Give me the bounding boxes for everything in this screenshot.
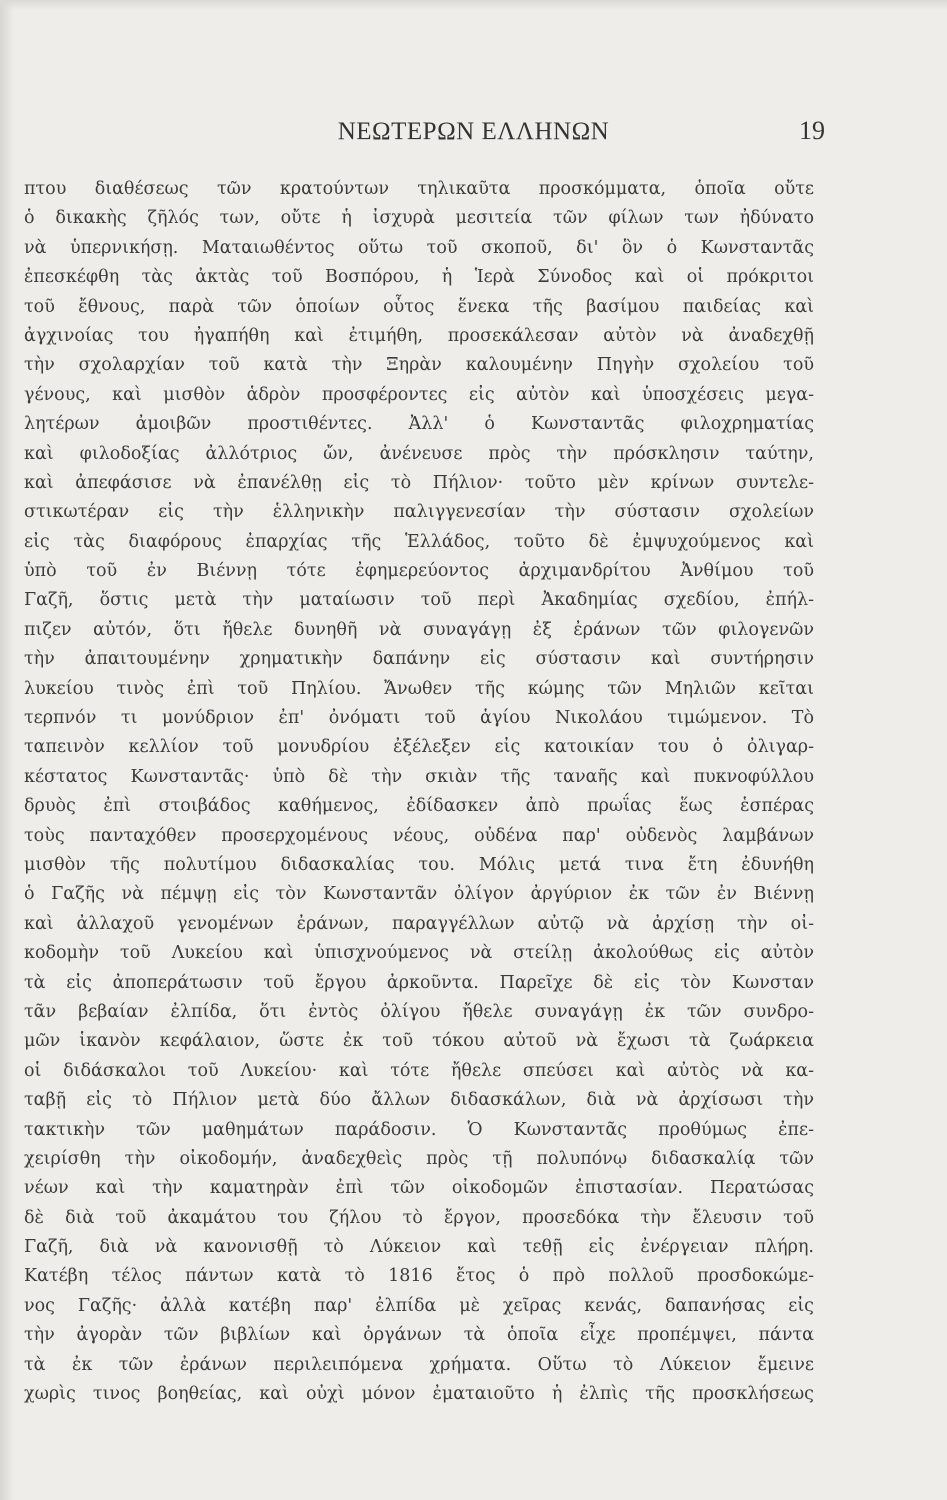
text-line: λυκείου τινὸς ἐπὶ τοῦ Πηλίου. Ἄνωθεν τῆς κώμης τῶν Μηλιῶν κεῖται: [24, 678, 814, 699]
text-line: κοδομὴν τοῦ Λυκείου καὶ ὑπισχνούμενος νὰ στείλῃ ἀκολούθως εἰς αὐτὸν: [24, 943, 814, 964]
text-line: πτου διαθέσεως τῶν κρατούντων τηλικαῦτα προσκόμματα, ὁποῖα οὔτε: [24, 179, 814, 199]
text-line: γένους, καὶ μισθὸν ἁδρὸν προσφέροντες εἰς αὐτὸν καὶ ὑποσχέσεις μεγα-: [24, 384, 814, 405]
text-line: χωρὶς τινος βοηθείας, καὶ οὐχὶ μόνον ἐματαιοῦτο ἡ ἐλπὶς τῆς προσκλήσεως: [24, 1384, 814, 1405]
text-line: Γαζῆ, ὅστις μετὰ τὴν ματαίωσιν τοῦ περὶ Ἀκαδημίας σχεδίου, ἐπήλ-: [24, 590, 814, 611]
text-line: τὰ εἰς ἀποπεράτωσιν τοῦ ἔργου ἀρκοῦντα. Παρεῖχε δὲ εἰς τὸν Κωνσταν: [24, 972, 814, 993]
text-line: τακτικὴν τῶν μαθημάτων παράδοσιν. Ὁ Κωνσταντᾶς προθύμως ἐπε-: [24, 1119, 814, 1140]
body-text: [24, 175, 814, 1409]
text-line: τερπνόν τι μονύδριον ἐπ' ὀνόματι τοῦ ἁγίου Νικολάου τιμώμενον. Τὸ: [24, 708, 814, 729]
text-line: ταβῇ εἰς τὸ Πήλιον μετὰ δύο ἄλλων διδασκάλων, διὰ νὰ ἀρχίσωσι τὴν: [24, 1090, 814, 1111]
text-line: τοῦ ἔθνους, παρὰ τῶν ὁποίων οὗτος ἕνεκα τῆς βασίμου παιδείας καὶ: [24, 296, 814, 317]
text-line: τὴν ἀγορὰν τῶν βιβλίων καὶ ὀργάνων τὰ ὁποῖα εἶχε προπέμψει, πάντα: [24, 1325, 814, 1346]
text-line: τᾶν βεβαίαν ἐλπίδα, ὅτι ἐντὸς ὀλίγου ἤθελε συναγάγῃ ἐκ τῶν συνδρο-: [24, 1001, 814, 1022]
text-line: Γαζῆ, διὰ νὰ κανονισθῇ τὸ Λύκειον καὶ τεθῇ εἰς ἐνέργειαν πλήρη.: [24, 1237, 814, 1258]
text-line: ὁ δικακὴς ζῆλός των, οὔτε ἡ ἰσχυρὰ μεσιτεία τῶν φίλων των ἠδύνατο: [24, 208, 814, 229]
text-line: τὴν ἀπαιτουμένην χρηματικὴν δαπάνην εἰς σύστασιν καὶ συντήρησιν: [24, 649, 814, 670]
text-line: μισθὸν τῆς πολυτίμου διδασκαλίας του. Μόλις μετά τινα ἔτη ἐδυνήθη: [24, 854, 814, 875]
page-number: 19: [799, 116, 825, 145]
text-line: νος Γαζῆς· ἀλλὰ κατέβη παρ' ἐλπίδα μὲ χεῖρας κενάς, δαπανήσας εἰς: [24, 1295, 814, 1316]
text-line: πιζεν αὐτόν, ὅτι ἤθελε δυνηθῆ νὰ συναγάγῃ ἐξ ἐράνων τῶν φιλογενῶν: [24, 619, 814, 640]
text-line: ἐπεσκέφθη τὰς ἀκτὰς τοῦ Βοσπόρου, ἡ Ἱερὰ Σύνοδος καὶ οἱ πρόκριτοι: [24, 267, 814, 288]
text-line: τὰ ἐκ τῶν ἐράνων περιλειπόμενα χρήματα. Οὕτω τὸ Λύκειον ἔμεινε: [24, 1354, 814, 1375]
text-line: τὴν σχολαρχίαν τοῦ κατὰ τὴν Ξηρὰν καλουμένην Πηγὴν σχολείου τοῦ: [24, 355, 814, 376]
text-line: οἱ διδάσκαλοι τοῦ Λυκείου· καὶ τότε ἤθελε σπεύσει καὶ αὐτὸς νὰ κα-: [24, 1060, 814, 1081]
text-line: νέων καὶ τὴν καματηρὰν ἐπὶ τῶν οἰκοδομῶν ἐπιστασίαν. Περατώσας: [24, 1178, 814, 1199]
text-line: Κατέβη τέλος πάντων κατὰ τὸ 1816 ἔτος ὁ πρὸ πολλοῦ προσδοκώμε-: [24, 1266, 814, 1287]
text-line: στικωτέραν εἰς τὴν ἑλληνικὴν παλιγγενεσίαν τὴν σύστασιν σχολείων: [24, 502, 814, 523]
text-line: καὶ ἀλλαχοῦ γενομένων ἐράνων, παραγγέλλων αὐτῷ νὰ ἀρχίσῃ τὴν οἰ-: [24, 913, 814, 934]
text-line: ὁ Γαζῆς νὰ πέμψῃ εἰς τὸν Κωνσταντᾶν ὀλίγον ἀργύριον ἐκ τῶν ἐν Βιέννῃ: [24, 884, 814, 905]
text-line: καὶ ἀπεφάσισε νὰ ἐπανέλθῃ εἰς τὸ Πήλιον· τοῦτο μὲν κρίνων συντελε-: [24, 472, 814, 493]
text-line: λητέρων ἀμοιβῶν προστιθέντες. Ἀλλ' ὁ Κωνσταντᾶς φιλοχρηματίας: [24, 414, 814, 435]
text-line: τοὺς πανταχόθεν προσερχομένους νέους, οὐδένα παρ' οὐδενὸς λαμβάνων: [24, 825, 814, 846]
text-line: χειρίσθη τὴν οἰκοδομήν, ἀναδεχθεὶς πρὸς τῇ πολυπόνῳ διδασκαλίᾳ τῶν: [24, 1148, 814, 1169]
text-line: κέστατος Κωνσταντᾶς· ὑπὸ δὲ τὴν σκιὰν τῆς ταναῆς καὶ πυκνοφύλλου: [24, 766, 814, 787]
text-line: νὰ ὑπερνικήσῃ. Ματαιωθέντος οὕτω τοῦ σκοποῦ, δι' ὃν ὁ Κωνσταντᾶς: [24, 237, 814, 258]
text-line: δὲ διὰ τοῦ ἀκαμάτου του ζήλου τὸ ἔργον, προσεδόκα τὴν ἔλευσιν τοῦ: [24, 1207, 814, 1228]
text-line: ἀγχινοίας του ἠγαπήθη καὶ ἐτιμήθη, προσεκάλεσαν αὐτὸν νὰ ἀναδεχθῇ: [24, 325, 814, 346]
text-line: ὑπὸ τοῦ ἐν Βιέννῃ τότε ἐφημερεύοντος ἀρχιμανδρίτου Ἀνθίμου τοῦ: [24, 561, 814, 582]
text-line: εἰς τὰς διαφόρους ἐπαρχίας τῆς Ἑλλάδος, τοῦτο δὲ ἐμψυχούμενος καὶ: [24, 531, 814, 552]
text-line: δρυὸς ἐπὶ στοιβάδος καθήμενος, ἐδίδασκεν ἀπὸ πρωΐας ἕως ἑσπέρας: [24, 796, 814, 817]
text-line: μῶν ἱκανὸν κεφάλαιον, ὥστε ἐκ τοῦ τόκου αὐτοῦ νὰ ἔχωσι τὰ ζωάρκεια: [24, 1031, 814, 1052]
running-header-title: ΝΕΩΤΕΡΩΝ ΕΛΛΗΝΩΝ: [337, 118, 610, 145]
text-line: καὶ φιλοδοξίας ἀλλότριος ὤν, ἀνένευσε πρὸς τὴν πρόσκλησιν ταύτην,: [24, 443, 814, 464]
text-line: ταπεινὸν κελλίον τοῦ μονυδρίου ἐξέλεξεν εἰς κατοικίαν του ὁ ὀλιγαρ-: [24, 737, 814, 758]
